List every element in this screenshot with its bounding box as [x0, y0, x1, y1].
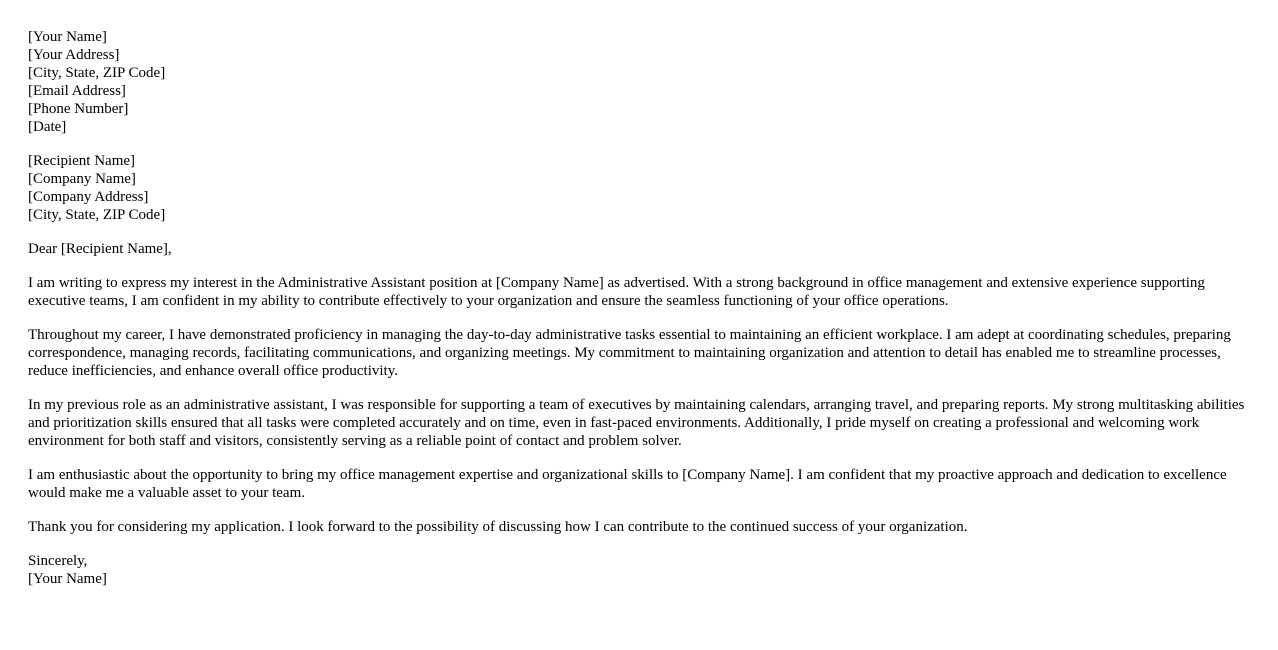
- sender-name: [Your Name]: [28, 29, 107, 45]
- recipient-company: [Company Name]: [28, 171, 136, 187]
- body-paragraph-2: Throughout my career, I have demonstrated proficiency in managing the day-to-day administrative tasks essential to maintaining an efficient workplace. I am adept at coordinating schedules, preparing correspondence, managing records, facilitating communications, and organizing meetings. My commitment to maintaining organization and attention to detail has enabled me to streamline processes, reduce inefficiencies, and enhance overall office productivity.: [28, 327, 1231, 379]
- closing-block: [28, 552, 1258, 588]
- body-paragraph-3: In my previous role as an administrative assistant, I was responsible for supporting a team of executives by maintaining calendars, arranging travel, and preparing reports. My strong multitasking abilities and prioritization skills ensured that all tasks were completed accurately and on time, even in fast-paced environments. Additionally, I pride myself on creating a professional and welcoming work environment for both staff and visitors, consistently serving as a reliable point of contact and problem solver.: [28, 397, 1245, 449]
- sender-phone: [Phone Number]: [28, 101, 129, 117]
- recipient-address-block: [28, 152, 1258, 224]
- sender-city-state-zip: [City, State, ZIP Code]: [28, 65, 166, 81]
- cover-letter: [28, 28, 1258, 604]
- valediction: Sincerely,: [28, 553, 88, 569]
- sender-address-block: [28, 28, 1258, 136]
- recipient-city-state-zip: [City, State, ZIP Code]: [28, 207, 166, 223]
- signature-name: [Your Name]: [28, 571, 107, 587]
- body-paragraph-4: I am enthusiastic about the opportunity to bring my office management expertise and organizational skills to [Company Name]. I am confident that my proactive approach and dedication to excellence would make me a valuable asset to your team.: [28, 467, 1227, 501]
- body-paragraph-5: Thank you for considering my application. I look forward to the possibility of discussing how I can contribute to the continued success of your organization.: [28, 519, 968, 535]
- letter-date: [Date]: [28, 119, 67, 135]
- salutation: Dear [Recipient Name],: [28, 241, 172, 257]
- body-paragraph-1: I am writing to express my interest in the Administrative Assistant position at [Company Name] as advertised. With a strong background in office management and extensive experience supporting executive teams, I am confident in my ability to contribute effectively to your organization and ensure the seamless functioning of your office operations.: [28, 275, 1205, 309]
- sender-address: [Your Address]: [28, 47, 120, 63]
- recipient-name: [Recipient Name]: [28, 153, 136, 169]
- sender-email: [Email Address]: [28, 83, 126, 99]
- recipient-company-address: [Company Address]: [28, 189, 149, 205]
